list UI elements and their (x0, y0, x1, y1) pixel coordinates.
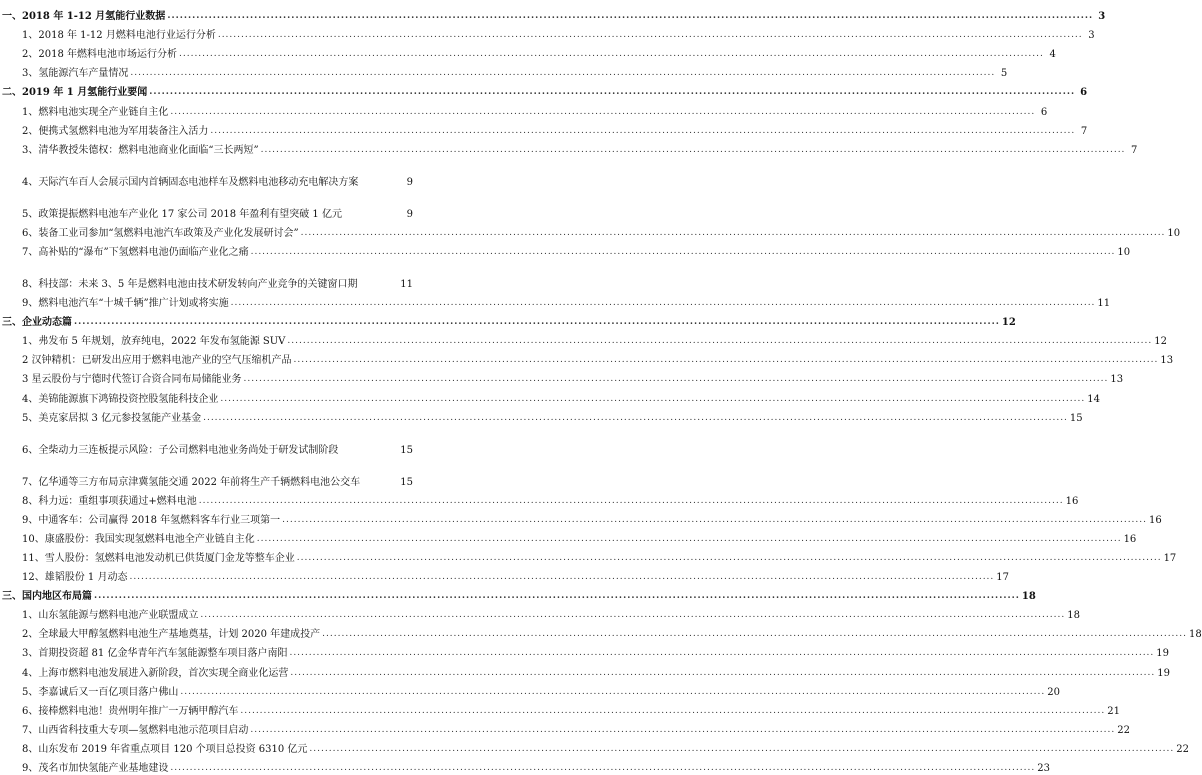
toc-page-number: 10 (1117, 246, 1131, 258)
toc-entry-text: 1、弗发布 5 年规划，放弃纯电，2022 年发布氢能源 SUV (22, 336, 286, 348)
toc-entry-text: 6、全柴动力三连板提示风险：子公司燃料电池业务尚处于研发试制阶段 (22, 444, 339, 456)
toc-page-number: 18 (1189, 629, 1202, 641)
toc-page-number: 19 (1157, 667, 1170, 679)
toc-entry-text: 8、科力远：重组事项获通过+燃料电池 (22, 495, 197, 507)
toc-leader-dots (301, 227, 1166, 240)
toc-entry-text: 一、2018 年 1-12 月氢能行业数据 (2, 11, 166, 23)
toc-leader-dots (294, 354, 1159, 367)
toc-page-number: 21 (1107, 705, 1120, 717)
toc-section-row[interactable] (0, 584, 1036, 603)
toc-page-number: 22 (1176, 743, 1189, 755)
toc-entry-row[interactable] (0, 457, 415, 489)
toc-entry-text: 2、便携式氢燃料电池为军用装备注入活力 (22, 125, 209, 137)
toc-entry-text: 5、美克家居拟 3 亿元参投氢能产业基金 (22, 412, 202, 424)
toc-entry-row[interactable] (0, 386, 1100, 405)
toc-leader-dots (180, 686, 1045, 699)
toc-entry-row[interactable] (0, 240, 1131, 259)
toc-leader-dots (200, 609, 1065, 622)
toc-entry-text: 2 汉钟精机：已研发出应用于燃料电池产业的空气压缩机产品 (22, 355, 292, 367)
toc-entry-row[interactable] (0, 42, 1056, 61)
toc-entry-row[interactable] (0, 425, 415, 457)
toc-entry-row[interactable] (0, 61, 1008, 80)
toc-leader-dots (179, 48, 1044, 61)
toc-entry-text: 3、清华教授朱德权：燃料电池商业化面临“三长两短” (22, 144, 259, 156)
toc-entry-text: 9、燃料电池汽车“十城千辆”推广计划或将实施 (22, 298, 229, 310)
toc-entry-row[interactable] (0, 259, 415, 291)
toc-entry-text: 3 星云股份与宁德时代签订合资合同布局储能业务 (22, 374, 242, 386)
toc-page-number: 18 (1067, 610, 1080, 622)
toc-entry-row[interactable] (0, 527, 1137, 546)
toc-leader-dots (218, 29, 1083, 42)
toc-entry-text: 6、装备工业司参加“氢燃料电池汽车政策及产业化发展研讨会” (22, 227, 299, 239)
toc-entry-row[interactable] (0, 367, 1124, 386)
toc-leader-dots (290, 667, 1155, 680)
toc-leader-dots (297, 552, 1162, 565)
toc-entry-text: 9、茂名市加快氢能产业基地建设 (22, 763, 169, 774)
toc-page-number: 16 (1123, 533, 1137, 545)
toc-entry-text: 4、天际汽车百人会展示国内首辆固态电池样车及燃料电池移动充电解决方案 (22, 176, 359, 188)
toc-page-number: 3 (1088, 30, 1095, 42)
toc-page-number: 9 (406, 208, 413, 220)
toc-entry-row[interactable] (0, 508, 1162, 527)
toc-page-number: 19 (1156, 648, 1170, 660)
toc-page-number: 9 (406, 176, 413, 188)
toc-entry-row[interactable] (0, 565, 1010, 584)
toc-leader-dots (309, 743, 1174, 756)
toc-page-number: 6 (1080, 87, 1088, 99)
toc-page-number: 14 (1087, 393, 1100, 405)
toc-entry-text: 7、高补贴的“瀑布”下氢燃料电池仍面临产业化之痛 (22, 246, 249, 258)
toc-entry-text: 4、美锦能源旗下鸿锦投资控股氢能科技企业 (22, 393, 219, 405)
toc-page-number: 7 (1131, 144, 1138, 156)
toc-page-number: 11 (400, 278, 413, 290)
toc-entry-row[interactable] (0, 699, 1120, 718)
toc-entry-row[interactable] (0, 329, 1167, 348)
toc-page-number: 7 (1080, 125, 1088, 137)
toc-leader-dots (322, 628, 1187, 641)
toc-leader-dots (203, 412, 1068, 425)
toc-entry-text: 1、山东氢能源与燃料电池产业联盟成立 (22, 610, 199, 622)
toc-section-row[interactable] (0, 80, 1088, 99)
toc-entry-row[interactable] (0, 718, 1130, 737)
toc-entry-row[interactable] (0, 603, 1080, 622)
toc-entry-row[interactable] (0, 680, 1060, 699)
toc-entry-text: 3、氢能源汽车产量情况 (22, 68, 129, 80)
toc-entry-text: 2、全球最大甲醇氢燃料电池生产基地奠基，计划 2020 年建成投产 (22, 629, 321, 641)
toc-entry-text: 二、2019 年 1 月氢能行业要闻 (2, 87, 148, 99)
toc-leader-dots (261, 144, 1126, 157)
toc-entry-text: 6、接棒燃料电池！贵州明年推广一万辆甲醇汽车 (22, 705, 239, 717)
toc-entry-text: 1、燃料电池实现全产业链自主化 (22, 106, 169, 118)
toc-leader-dots (240, 705, 1105, 718)
toc-entry-text: 3、首期投资超 81 亿金华青年汽车氢能源整车项目落户南阳 (22, 648, 288, 660)
toc-entry-text: 8、山东发布 2019 年省重点项目 120 个项目总投资 6310 亿元 (22, 743, 308, 755)
toc-page-number: 15 (1069, 412, 1083, 424)
toc-leader-dots (129, 571, 994, 584)
toc-leader-dots (199, 495, 1064, 508)
toc-entry-text: 9、中通客车：公司赢得 2018 年氢燃料客车行业三项第一 (22, 514, 281, 526)
toc-leader-dots (170, 762, 1035, 775)
toc-leader-dots (244, 373, 1109, 386)
toc-entry-row[interactable] (0, 641, 1170, 660)
toc-page-number: 17 (996, 572, 1010, 584)
toc-entry-text: 2、2018 年燃料电池市场运行分析 (22, 49, 177, 61)
toc-entry-row[interactable] (0, 291, 1111, 310)
toc-leader-dots (287, 335, 1152, 348)
toc-page-number: 17 (1163, 552, 1177, 564)
toc-leader-dots (74, 316, 1000, 329)
toc-entry-text: 5、李嘉诚后又一百亿项目落户佛山 (22, 686, 179, 698)
toc-entry-row[interactable] (0, 99, 1048, 118)
toc-entry-row[interactable] (0, 660, 1170, 679)
toc-entry-text: 5、政策提振燃料电池车产业化 17 家公司 2018 年盈利有望突破 1 亿元 (22, 208, 342, 220)
toc-entry-text: 7、山西省科技重大专项—氢燃料电池示范项目启动 (22, 724, 249, 736)
toc-page-number: 15 (400, 476, 413, 488)
toc-entry-row[interactable] (0, 221, 1181, 240)
toc-page-number: 6 (1040, 106, 1048, 118)
toc-page-number: 13 (1110, 374, 1124, 386)
toc-leader-dots (251, 246, 1116, 259)
toc-entry-row[interactable] (0, 622, 1202, 641)
toc-entry-row[interactable] (0, 157, 415, 189)
toc-page-number: 22 (1117, 724, 1130, 736)
toc-entry-row[interactable] (0, 406, 1083, 425)
toc-leader-dots (170, 106, 1035, 119)
toc-entry-text: 三、国内地区布局篇 (2, 591, 92, 603)
toc-page-number: 20 (1047, 686, 1060, 698)
toc-entry-row[interactable] (0, 138, 1138, 157)
toc-leader-dots (130, 67, 995, 80)
toc-entry-row[interactable] (0, 23, 1095, 42)
toc-leader-dots (210, 125, 1075, 138)
toc-page-number: 12 (1001, 317, 1016, 329)
toc-entry-row[interactable] (0, 348, 1174, 367)
toc-leader-dots (289, 647, 1154, 660)
toc-page-number: 16 (1149, 514, 1162, 526)
toc-entry-row[interactable] (0, 756, 1050, 775)
toc-page-number: 23 (1037, 763, 1050, 774)
toc-page-number: 18 (1021, 591, 1036, 603)
toc-leader-dots (220, 393, 1085, 406)
toc-entry-row[interactable] (0, 189, 415, 221)
toc-entry-row[interactable] (0, 546, 1177, 565)
toc-page-number: 15 (400, 444, 413, 456)
toc-entry-text: 12、雄韬股份 1 月动态 (22, 572, 128, 584)
toc-section-row[interactable] (0, 310, 1016, 329)
toc-leader-dots (149, 86, 1075, 99)
toc-section-row[interactable] (0, 4, 1106, 23)
toc-entry-text: 10、康盛股份：我国实现氢燃料电池全产业链自主化 (22, 533, 255, 545)
toc-entry-row[interactable] (0, 737, 1189, 756)
toc-page-number: 4 (1049, 49, 1056, 61)
toc-leader-dots (167, 10, 1093, 23)
toc-entry-text: 8、科技部：未来 3、5 年是燃料电池由技术研发转向产业竞争的关键窗口期 (22, 278, 358, 290)
toc-entry-text: 4、上海市燃料电池发展进入新阶段，首次实现全商业化运营 (22, 667, 289, 679)
toc-page-number: 10 (1167, 227, 1181, 239)
toc-entry-row[interactable] (0, 489, 1079, 508)
toc-entry-text: 11、雪人股份：氢燃料电池发动机已供货厦门金龙等整车企业 (22, 552, 295, 564)
toc-leader-dots (231, 297, 1096, 310)
toc-leader-dots (250, 724, 1115, 737)
toc-entry-text: 7、亿华通等三方布局京津冀氢能交通 2022 年前将生产千辆燃料电池公交车 (22, 476, 361, 488)
toc-page-number: 11 (1097, 298, 1111, 310)
toc-page-number: 16 (1065, 495, 1079, 507)
toc-page-number: 5 (1000, 68, 1008, 80)
toc-page-number: 13 (1160, 355, 1174, 367)
toc-leader-dots (94, 590, 1020, 603)
toc-page-number: 3 (1098, 11, 1106, 23)
toc-leader-dots (282, 514, 1147, 527)
toc-entry-row[interactable] (0, 119, 1088, 138)
toc-page-number: 12 (1154, 336, 1167, 348)
toc-entry-text: 1、2018 年 1-12 月燃料电池行业运行分析 (22, 30, 216, 42)
toc-entry-text: 三、企业动态篇 (2, 317, 72, 329)
toc-leader-dots (257, 533, 1122, 546)
